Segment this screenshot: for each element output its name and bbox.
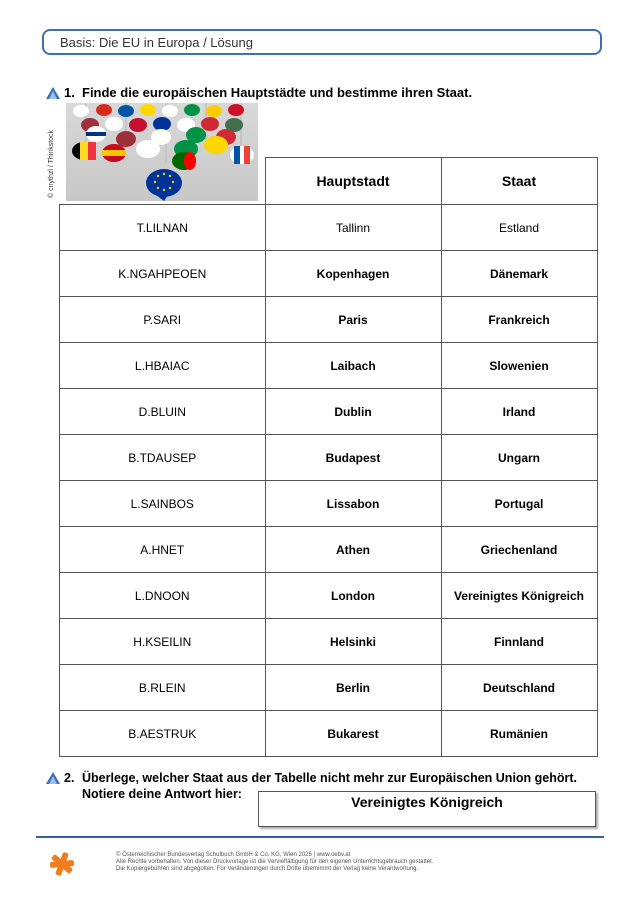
capital-cell: Helsinki <box>265 619 441 665</box>
table-row <box>60 389 598 435</box>
scrambled-cell: P.SARI <box>60 297 266 343</box>
capital-cell: Budapest <box>265 435 441 481</box>
scrambled-cell: L.DNOON <box>60 573 266 619</box>
table-row <box>60 435 598 481</box>
table-row <box>60 343 598 389</box>
capital-cell: Kopenhagen <box>265 251 441 297</box>
task-1-number: 1. <box>64 85 75 100</box>
table-row <box>60 527 598 573</box>
table-row <box>60 205 598 251</box>
scrambled-cell: K.NGAHPEOEN <box>60 251 266 297</box>
scrambled-cell: B.AESTRUK <box>60 711 266 757</box>
country-cell: Slowenien <box>441 343 597 389</box>
capital-cell: Dublin <box>265 389 441 435</box>
header-box <box>42 29 602 55</box>
task-2-line1: Überlege, welcher Staat aus der Tabelle nicht mehr zur Europäischen Union gehört. <box>82 771 578 785</box>
country-cell: Deutschland <box>441 665 597 711</box>
country-cell: Portugal <box>441 481 597 527</box>
task-2-line2: Notiere deine Antwort hier: <box>82 787 242 801</box>
capital-cell: London <box>265 573 441 619</box>
country-cell: Estland <box>441 205 597 251</box>
footer-line-1: © Österreichischer Bundesverlag Schulbuch GmbH & Co. KG, Wien 2026 | www.oebv.at <box>116 852 351 858</box>
table-row <box>60 711 598 757</box>
scrambled-cell: H.KSEILIN <box>60 619 266 665</box>
scrambled-cell: B.RLEIN <box>60 665 266 711</box>
header-capital: Hauptstadt <box>265 158 441 205</box>
level-triangle-icon <box>46 87 60 99</box>
table-row <box>60 573 598 619</box>
country-cell: Griechenland <box>441 527 597 573</box>
footer-divider <box>36 836 604 838</box>
capitals-table <box>59 157 598 757</box>
level-triangle-icon <box>46 772 60 784</box>
scrambled-cell: L.HBAIAC <box>60 343 266 389</box>
footer-line-2: Alle Rechte vorbehalten. Von dieser Druckvorlage ist die Vervielfältigung für den eigenen Unterrichtsgebrauch gestattet. <box>116 859 434 865</box>
table-row <box>60 665 598 711</box>
country-cell: Dänemark <box>441 251 597 297</box>
table-row <box>60 481 598 527</box>
capital-cell: Tallinn <box>265 205 441 251</box>
capital-cell: Paris <box>265 297 441 343</box>
table-row <box>60 251 598 297</box>
table-row <box>60 619 598 665</box>
scrambled-cell: T.LILNAN <box>60 205 266 251</box>
scrambled-cell: D.BLUIN <box>60 389 266 435</box>
country-cell: Ungarn <box>441 435 597 481</box>
country-cell: Frankreich <box>441 297 597 343</box>
country-cell: Rumänien <box>441 711 597 757</box>
scrambled-cell: A.HNET <box>60 527 266 573</box>
task-2 <box>46 771 577 785</box>
task-2-number: 2. <box>64 771 75 785</box>
task-1 <box>46 85 472 100</box>
answer-text: Vereinigtes Königreich <box>351 794 503 810</box>
capital-cell: Laibach <box>265 343 441 389</box>
answer-field[interactable] <box>258 791 596 827</box>
photo-credit: © cnythzl / Thinkstock <box>48 129 55 198</box>
capital-cell: Athen <box>265 527 441 573</box>
country-cell: Vereinigtes Königreich <box>441 573 597 619</box>
scrambled-cell: L.SAINBOS <box>60 481 266 527</box>
empty-header-cell <box>60 158 266 205</box>
country-cell: Finnland <box>441 619 597 665</box>
table-row <box>60 297 598 343</box>
footer-text <box>116 852 434 873</box>
footer-line-3: Die Kopiergebühren sind abgegolten. Für Veränderungen durch Dritte übernimmt der Verlag keine Verantwortung. <box>116 866 419 872</box>
capital-cell: Lissabon <box>265 481 441 527</box>
capital-cell: Bukarest <box>265 711 441 757</box>
header-country: Staat <box>441 158 597 205</box>
publisher-logo-icon <box>48 850 76 878</box>
scrambled-cell: B.TDAUSEP <box>60 435 266 481</box>
country-cell: Irland <box>441 389 597 435</box>
task-1-text: Finde die europäischen Hauptstädte und bestimme ihren Staat. <box>82 85 473 100</box>
page-title: Basis: Die EU in Europa / Lösung <box>60 35 253 50</box>
capital-cell: Berlin <box>265 665 441 711</box>
